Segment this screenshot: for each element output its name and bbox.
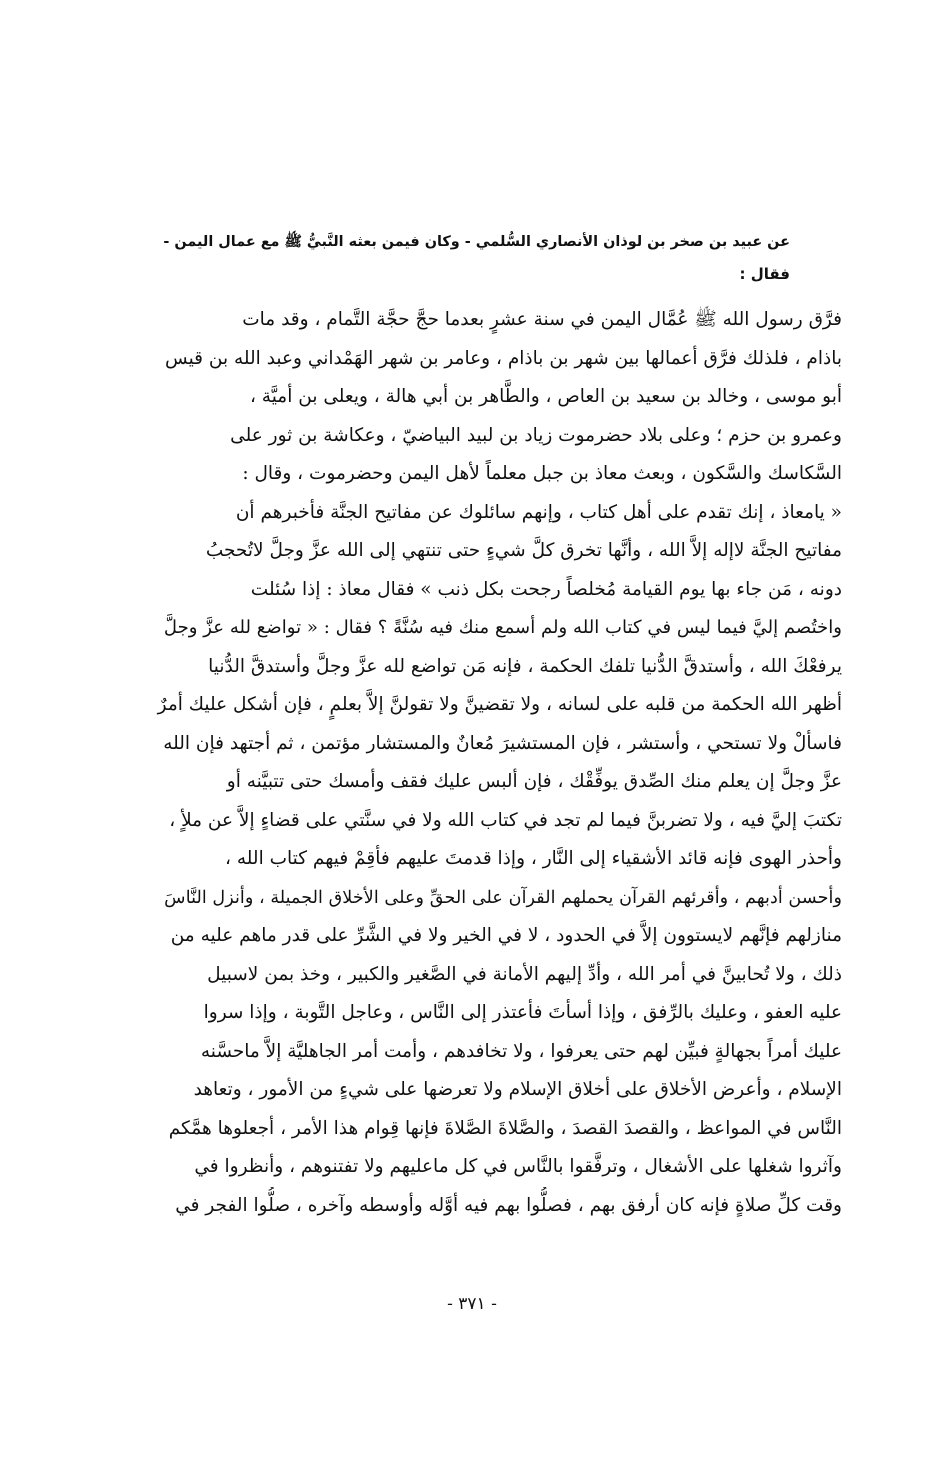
text-line: دونه ، مَن جاء بها يوم القيامة مُخلصاً رجحت بكل ذنب » فقال معاذ : إذا سُئلت [250,578,842,600]
text-line: الإسلام ، وأعرض الأخلاق على أخلاق الإسلام ولا تعرضها على شيءٍ من الأمور ، وتعاهد [193,1079,842,1100]
text-line: « يامعاذ ، إنك تقدم على أهل كتاب ، وإنهم سائلوك عن مفاتيح الجنَّة فأخبرهم أن [235,501,842,523]
text-line: مفاتيح الجنَّة لاإله إلاَّ الله ، وأنَّها تخرق كلَّ شيءٍ حتى تنتهي إلى الله عزَّ وجلَّ لاتُحجبُ [205,540,842,561]
text-line: وعمرو بن حزم ؛ وعلى بلاد حضرموت زياد بن لبيد البياضيّ ، وعكاشة بن ثور على [230,424,842,446]
main-text [150,301,842,1225]
text-line: فاسألْ ولا تستحي ، وأستشر ، فإن المستشيرَ مُعانٌ والمستشار مؤتمن ، ثم أجتهد فإن الله [163,732,842,754]
text-line: وأحذر الهوى فإنه قائد الأشقياء إلى النَّار ، وإذا قدمتَ عليهم فأقِمْ فيهم كتاب الله ، [225,848,842,869]
text-line: واختُصم إليَّ فيما ليس في كتاب الله ولم أسمع منك فيه سُنَّةً ؟ فقال : « تواضع لله عزَّ وجلَّ [163,617,842,638]
text-line: فرَّق رسول الله ﷺ عُمَّال اليمن في سنة عشرٍ بعدما حجَّ حجَّة التَّمام ، وقد مات [242,309,842,330]
page-number: - ٣٧١ - [447,1294,497,1314]
text-line: تكتبَ إليَّ فيه ، ولا تضربنَّ فيما لم تجد في كتاب الله ولا في سنَّتي على قضاءٍ إلاَّ عن ملأٍ ، [169,809,842,831]
text-line: أظهر الله الحكمة من قلبه على لسانه ، ولا تقضينَّ ولا تقولنَّ إلاَّ بعلمٍ ، فإن أشكل عليك أمرٌ [157,694,842,715]
text-line: عليه العفو ، وعليك بالرِّفق ، وإذا أسأتَ فأعتذر إلى النَّاس ، وعاجل التَّوبة ، وإذا سروا [203,1002,842,1023]
text-line: عليك أمراً بجهالةٍ فبيِّن لهم حتى يعرفوا ، ولا تخافدهم ، وأمت أمر الجاهليَّة إلاَّ ماحسَّنه [200,1040,842,1062]
text-line: السَّكاسك والسَّكون ، وبعث معاذ بن جبل معلماً لأهل اليمن وحضرموت ، وقال : [242,463,842,484]
text-line: وآثروا شغلها على الأشغال ، وترفَّقوا بالنَّاس في كل ماعليهم ولا تفتنوهم ، وأنظروا في [194,1156,842,1177]
text-line: وأحسن أدبهم ، وأقرئهم القرآن يحملهم القرآن على الحقِّ وعلى الأخلاق الجميلة ، وأنزل النَّاسَ [164,887,842,908]
text-line: وقت كلِّ صلاةٍ فإنه كان أرفق بهم ، فصلُّوا بهم فيه أوَّله وأوسطه وآخره ، صلُّوا الفجر في [175,1194,842,1216]
intro-line: فقال : [739,265,790,283]
text-line: ذلك ، ولا تُحابينَّ في أمر الله ، وأدِّ إليهم الأمانة في الصَّغير والكبير ، وخذ بمن لاسبيل [207,963,842,985]
text-line: يرفعْكَ الله ، وأستدقَّ الدُّنيا تلفك الحكمة ، فإنه مَن تواضع لله عزَّ وجلَّ وأستدقَّ الدُّنيا [208,655,842,677]
text-line: النَّاس في المواعظ ، والقصدَ القصدَ ، والصَّلاةَ الصَّلاةَ فإنها قِوام هذا الأمر ، أجعلوها همَّكم [168,1117,842,1139]
chapter-intro [150,226,790,290]
text-line: منازلهم فإنَّهم لايستوون إلاَّ في الحدود ، لا في الخير ولا في الشَّرِّ على قدر ماهم عليه من [170,925,842,946]
intro-line: عن عبيد بن صخر بن لوذان الأنصاري السُّلمي - وكان فيمن بعثه النَّبيُّ ﷺ مع عمال اليمن - [163,234,790,250]
text-line: أبو موسى ، وخالد بن سعيد بن العاص ، والطَّاهر بن أبي هالة ، ويعلى بن أميَّة ، [249,386,842,407]
text-line: باذام ، فلذلك فرَّق أعمالها بين شهر بن باذام ، وعامر بن شهر الهَمْداني وعبد الله بن قيس [165,347,842,369]
text-line: عزَّ وجلَّ إن يعلم منك الصِّدق يوفِّقْك ، فإن ألبس عليك فقف وأمسك حتى تتبيَّنه أو [226,771,842,792]
